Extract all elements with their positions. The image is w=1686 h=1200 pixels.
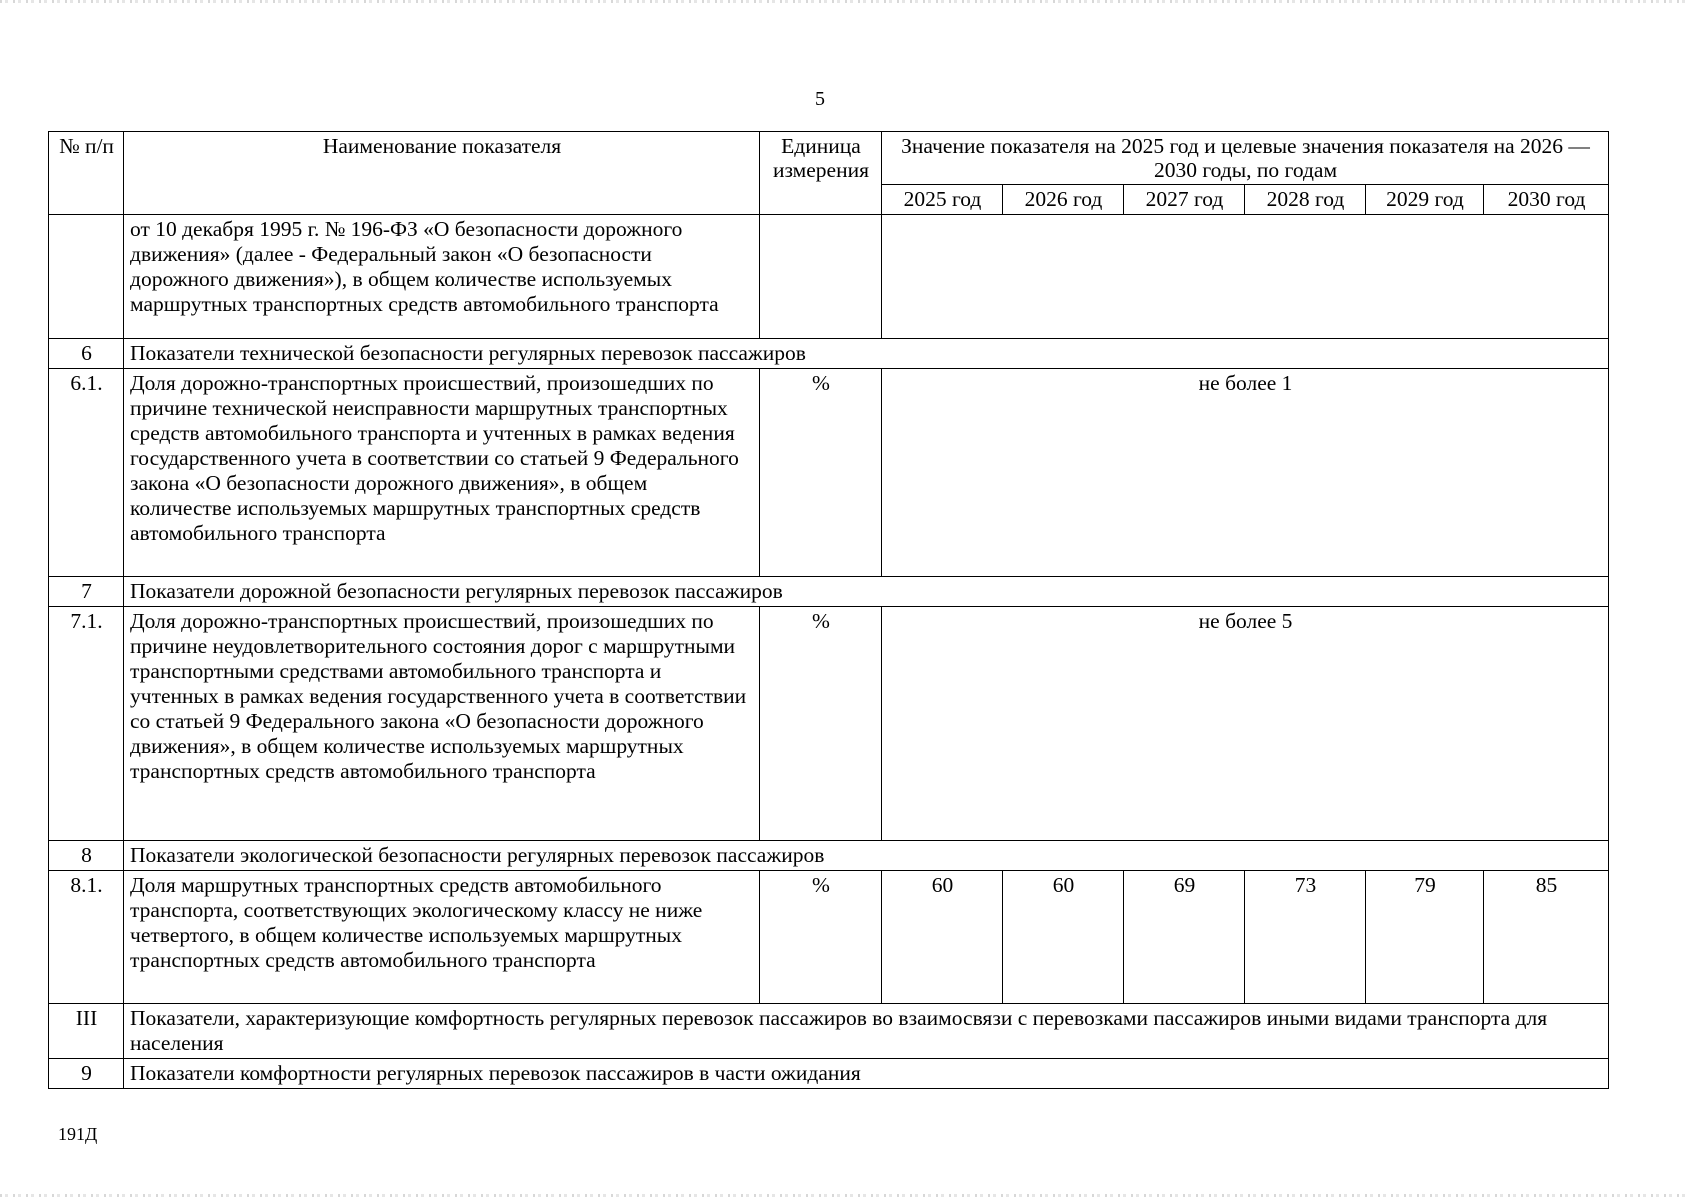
num-cell: 8.1. xyxy=(49,871,124,1004)
indicator-name-cell: Доля маршрутных транспортных средств автомобильного транспорта, соответствующих экологическому классу не ниже четвертого, в общем количестве используемых маршрутных транспортных средств автомобильного транспорта xyxy=(124,871,760,1004)
document-code: 191Д xyxy=(58,1124,98,1144)
num-cell: 8 xyxy=(49,841,124,871)
year-value-cell: 60 xyxy=(1003,871,1124,1004)
unit-cell: % xyxy=(760,607,882,841)
unit-cell xyxy=(760,215,882,339)
num-cell: 9 xyxy=(49,1059,124,1089)
header-row-1 xyxy=(49,132,1609,185)
num-cell: 7.1. xyxy=(49,607,124,841)
num-cell: III xyxy=(49,1004,124,1059)
value-cell xyxy=(882,215,1609,339)
table-row-8-1 xyxy=(49,871,1609,1004)
table-row-6-1 xyxy=(49,369,1609,577)
unit-cell: % xyxy=(760,369,882,577)
indicator-name-cell: Доля дорожно-транспортных происшествий, произошедших по причине технической неисправности маршрутных транспортных средств автомобильного транспорта и учтенных в рамках ведения государственного учета в соответствии со статьей 9 Федерального закона «О безопасности дорожного движения», в общем количестве используемых маршрутных транспортных средств автомобильного транспорта xyxy=(124,369,760,577)
page-number: 5 xyxy=(815,88,825,110)
table-row-continuation xyxy=(49,215,1609,339)
header-year: 2029 год xyxy=(1366,185,1484,215)
table-row-section-7 xyxy=(49,577,1609,607)
table-row-7-1 xyxy=(49,607,1609,841)
year-value-cell: 85 xyxy=(1484,871,1609,1004)
indicator-name-cell: от 10 декабря 1995 г. № 196-ФЗ «О безопасности дорожного движения» (далее - Федеральный закон «О безопасности дорожного движения»), в общем количестве используемых маршрутных транспортных средств автомобильного транспорта xyxy=(124,215,760,339)
indicator-name-cell: Доля дорожно-транспортных происшествий, произошедших по причине неудовлетворительного состояния дорог с маршрутными транспортными средствами автомобильного транспорта и учтенных в рамках ведения государственного учета в соответствии со статьей 9 Федерального закона «О безопасности дорожного движения», в общем количестве используемых маршрутных транспортных средств автомобильного транспорта xyxy=(124,607,760,841)
year-value-cell: 73 xyxy=(1245,871,1366,1004)
section-title: Показатели экологической безопасности регулярных перевозок пассажиров xyxy=(124,841,1609,871)
section-title: Показатели дорожной безопасности регулярных перевозок пассажиров xyxy=(124,577,1609,607)
header-year: 2025 год xyxy=(882,185,1003,215)
num-cell: 7 xyxy=(49,577,124,607)
num-cell xyxy=(49,215,124,339)
year-value-cell: 79 xyxy=(1366,871,1484,1004)
section-title: Показатели технической безопасности регулярных перевозок пассажиров xyxy=(124,339,1609,369)
num-cell: 6 xyxy=(49,339,124,369)
indicators-table xyxy=(48,131,1609,1089)
header-year: 2027 год xyxy=(1124,185,1245,215)
header-year: 2028 год xyxy=(1245,185,1366,215)
header-year: 2030 год xyxy=(1484,185,1609,215)
value-cell: не более 5 xyxy=(882,607,1609,841)
year-value-cell: 69 xyxy=(1124,871,1245,1004)
scan-edge-top xyxy=(0,0,1686,3)
unit-cell: % xyxy=(760,871,882,1004)
section-title: Показатели, характеризующие комфортность регулярных перевозок пассажиров во взаимосвязи с перевозками пассажиров иными видами транспорта для населения xyxy=(124,1004,1609,1059)
header-values-group: Значение показателя на 2025 год и целевые значения показателя на 2026 — 2030 годы, по годам xyxy=(882,132,1609,185)
table-row-section-III xyxy=(49,1004,1609,1059)
header-year: 2026 год xyxy=(1003,185,1124,215)
value-cell: не более 1 xyxy=(882,369,1609,577)
table-row-section-6 xyxy=(49,339,1609,369)
year-value-cell: 60 xyxy=(882,871,1003,1004)
num-cell: 6.1. xyxy=(49,369,124,577)
scan-edge-bottom xyxy=(0,1194,1686,1197)
table-row-section-9 xyxy=(49,1059,1609,1089)
header-unit: Единица измерения xyxy=(760,132,882,215)
table-row-section-8 xyxy=(49,841,1609,871)
header-name: Наименование показателя xyxy=(124,132,760,215)
section-title: Показатели комфортности регулярных перевозок пассажиров в части ожидания xyxy=(124,1059,1609,1089)
header-num: № п/п xyxy=(49,132,124,215)
